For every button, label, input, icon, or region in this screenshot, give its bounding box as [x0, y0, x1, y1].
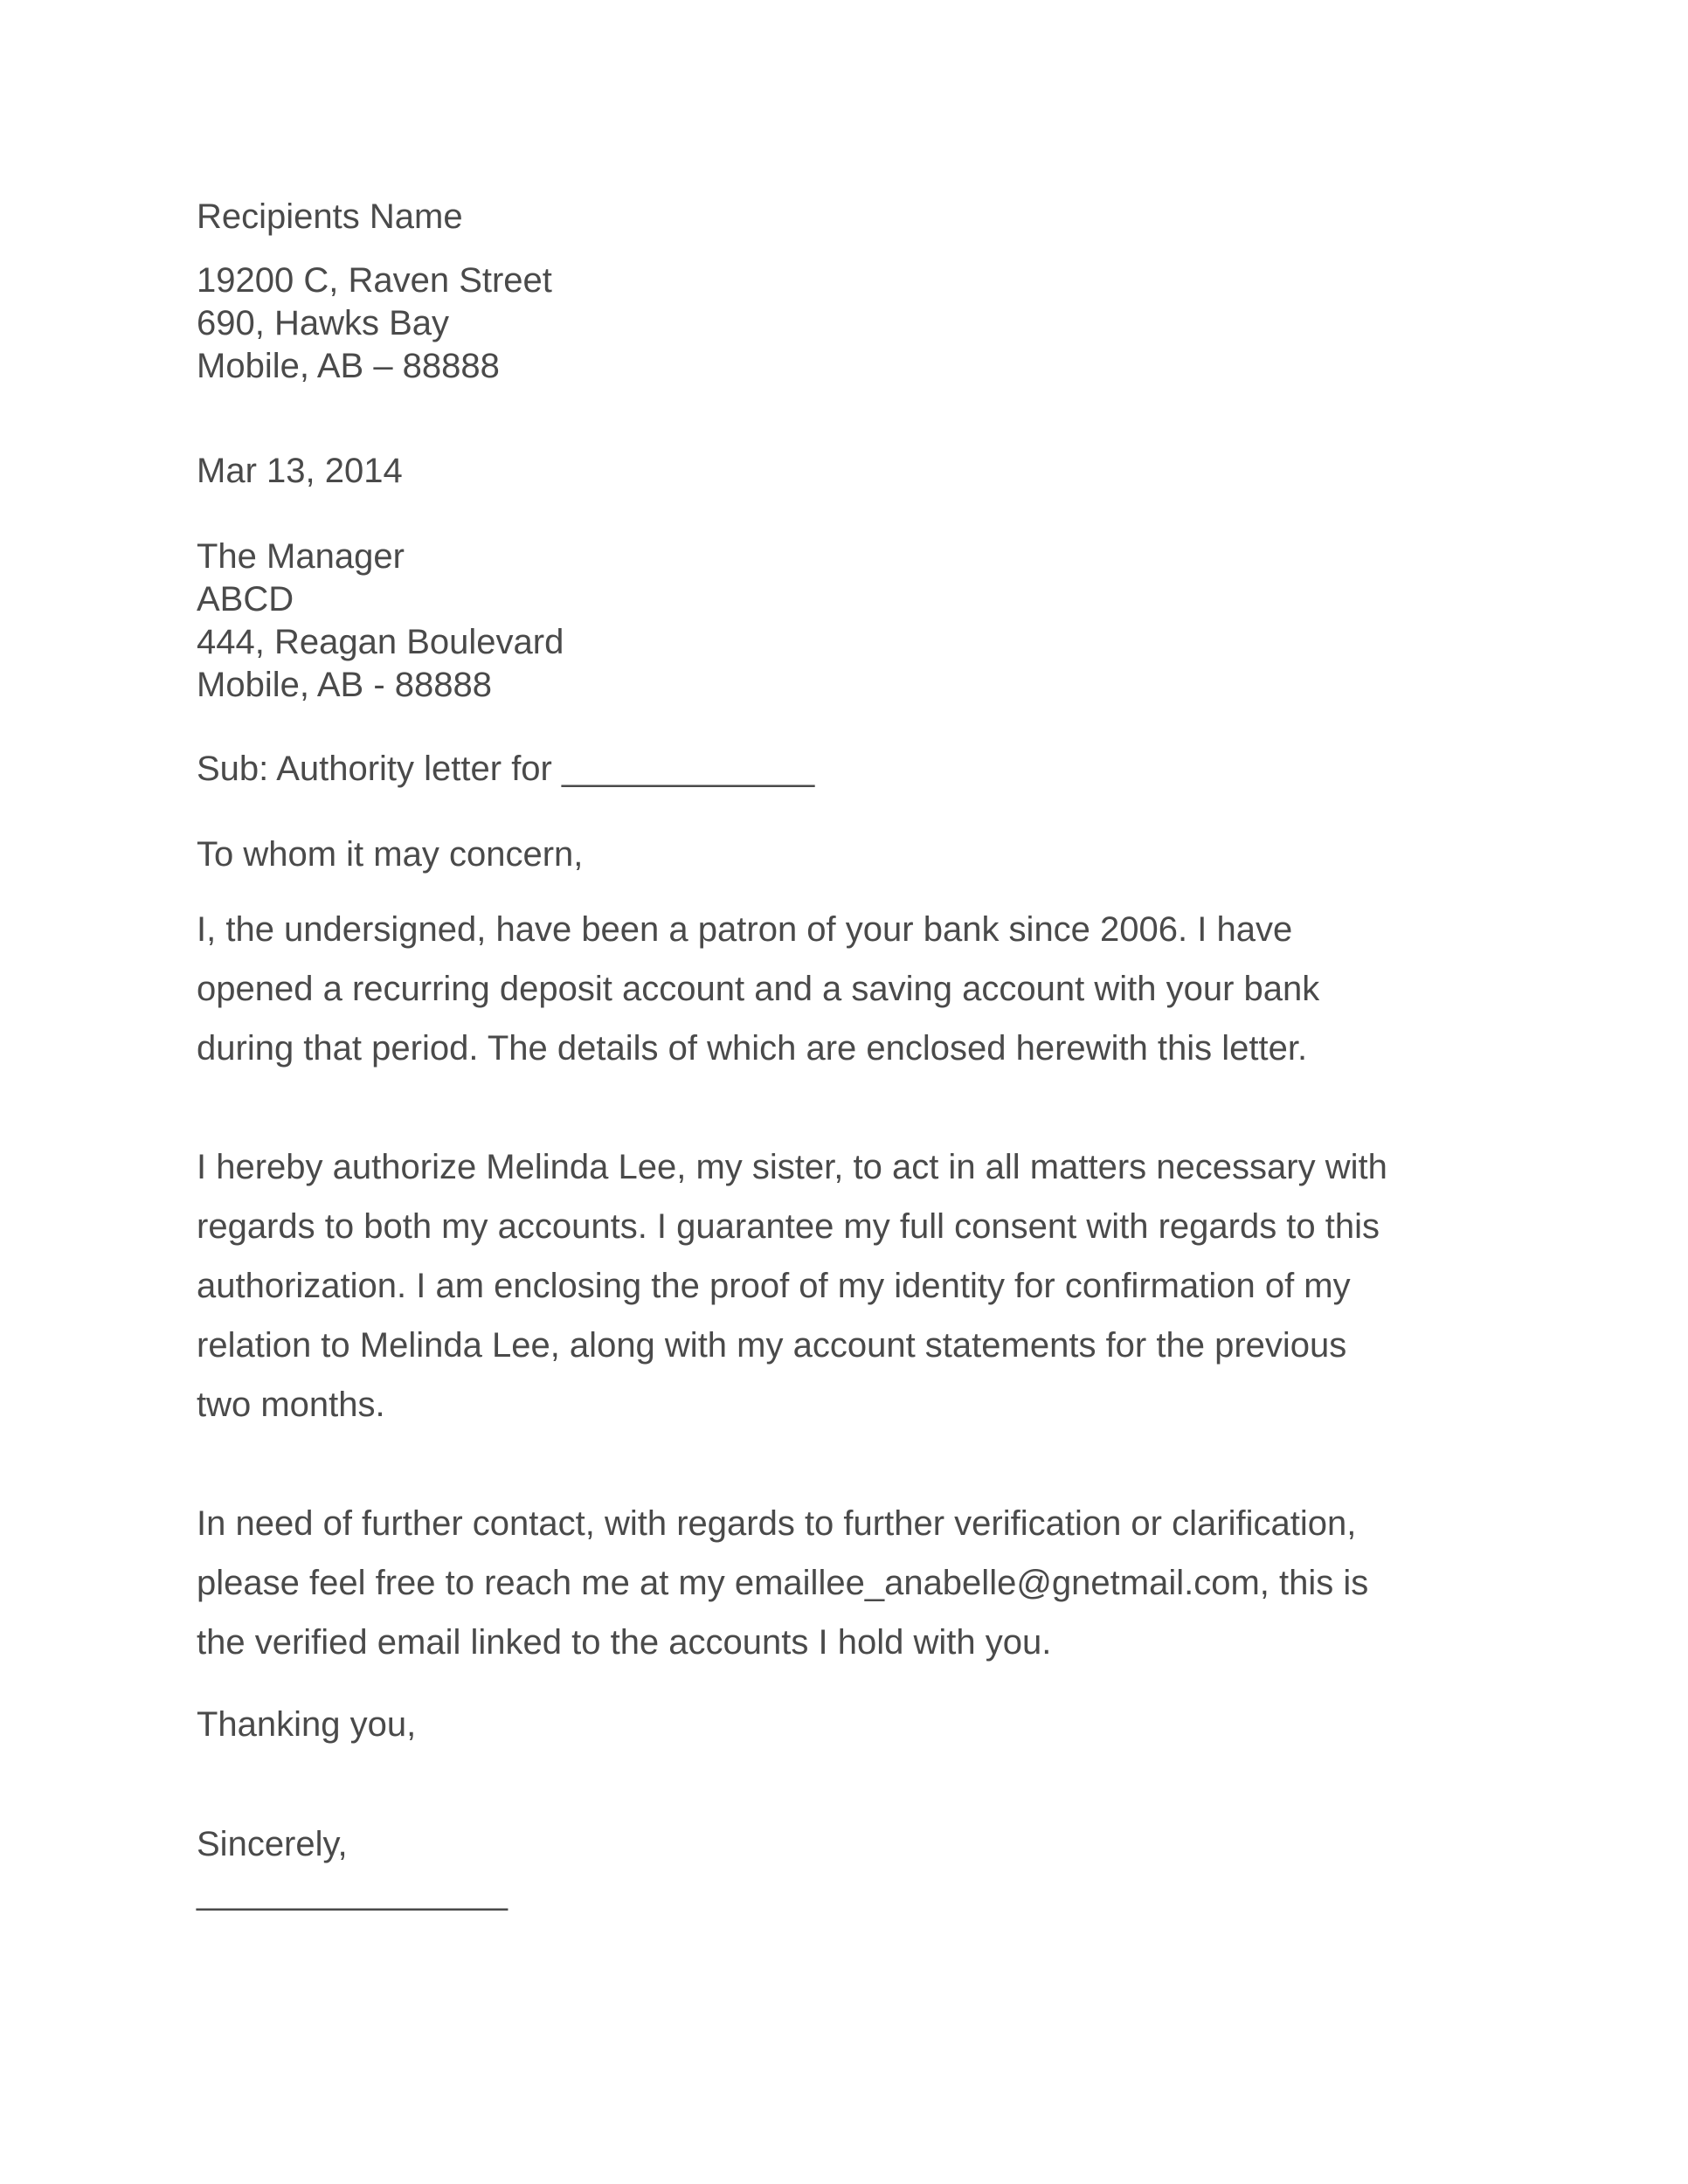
paragraph-2-line-5: two months. [197, 1386, 385, 1424]
sender-address-line-1: 19200 C, Raven Street [197, 261, 552, 300]
sender-name: Recipients Name [197, 197, 463, 236]
paragraph-1-line-3: during that period. The details of which are enclosed herewith this letter. [197, 1029, 1308, 1068]
letter-date: Mar 13, 2014 [197, 452, 403, 490]
subject-line: Sub: Authority letter for _____________ [197, 750, 815, 788]
paragraph-2-line-3: authorization. I am enclosing the proof of my identity for confirmation of my [197, 1267, 1351, 1305]
body-paragraph-2 [197, 1137, 1507, 1434]
paragraph-2-line-2: regards to both my accounts. I guarantee my full consent with regards to this [197, 1207, 1380, 1246]
sender-address-line-2: 690, Hawks Bay [197, 304, 450, 342]
paragraph-2-line-1: I hereby authorize Melinda Lee, my sister, to act in all matters necessary with [197, 1148, 1387, 1186]
sender-address-line-3: Mobile, AB – 88888 [197, 347, 500, 385]
recipient-title: The Manager [197, 537, 405, 576]
body-paragraph-1 [197, 900, 1507, 1078]
paragraph-1-line-2: opened a recurring deposit account and a saving account with your bank [197, 970, 1320, 1008]
paragraph-3-line-1: In need of further contact, with regards to further verification or clarification, [197, 1504, 1357, 1543]
paragraph-2-line-4: relation to Melinda Lee, along with my account statements for the previous [197, 1326, 1347, 1365]
paragraph-3-line-2: please feel free to reach me at my emaillee_anabelle@gnetmail.com, this is [197, 1564, 1369, 1602]
paragraph-1-line-1: I, the undersigned, have been a patron of your bank since 2006. I have [197, 910, 1293, 949]
paragraph-3-line-3: the verified email linked to the accounts I hold with you. [197, 1623, 1052, 1662]
recipient-address-line-2: Mobile, AB - 88888 [197, 666, 492, 704]
recipient-company: ABCD [197, 580, 294, 619]
body-paragraph-3 [197, 1494, 1507, 1672]
recipient-address-line-1: 444, Reagan Boulevard [197, 623, 564, 661]
closing-line: Sincerely, [197, 1825, 348, 1863]
thanks-line: Thanking you, [197, 1705, 417, 1744]
signature-line: ________________ [197, 1873, 508, 1911]
salutation: To whom it may concern, [197, 835, 584, 874]
